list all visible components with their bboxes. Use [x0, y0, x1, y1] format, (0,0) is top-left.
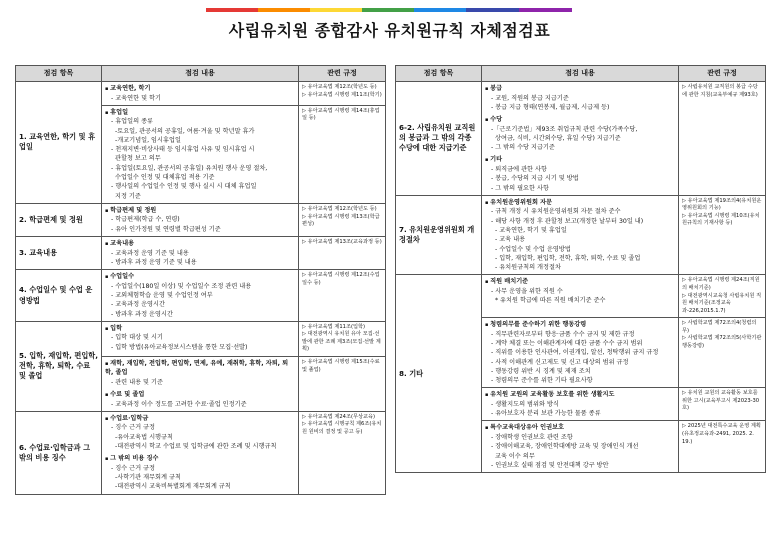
content-line: - 직무관련자로부터 향응·금품 수수 금지 및 제한 규정 [491, 330, 635, 338]
content-line: - 행사일의 수업일수 인정 및 행사 실시 시 대체 휴업일 [111, 183, 257, 191]
law-entry: ▷ 유아교육법 제12조(학년도 등) [302, 84, 382, 92]
law-entry: ▷ 유아교육법 제11조(입학) [302, 324, 382, 332]
related-law [679, 195, 766, 275]
related-law [679, 275, 766, 318]
related-law [299, 411, 386, 494]
check-item: 8. 기타 [396, 275, 482, 473]
law-entry: ▷ 유아교육법 제24조(무상교육) [302, 414, 382, 422]
content-line: -사학기관 재무회계 규칙 [115, 474, 181, 482]
table-row [396, 82, 766, 196]
content-line: - 징수 근거 규정 [111, 424, 155, 432]
content-line: - 교육과정 운영시간 [111, 301, 165, 309]
content-line: - 수업일수(180일 이상) 및 수업일수 조정 관련 내용 [111, 282, 252, 290]
content-line: - 휴업일의 종류 [111, 118, 154, 126]
content-line: - 그 밖의 수당 지급기준 [491, 144, 555, 152]
content-line: - 유치원규칙의 개정절차 [495, 264, 561, 272]
content-line: 교육 이수 의무 [495, 452, 535, 460]
content-heading: ▪ 수업료·입학금 [105, 414, 295, 424]
check-item: 2. 학급편제 및 정원 [16, 203, 102, 236]
content-line: - 사적 이해관계 신고제도 및 신고 대상의 범위 규정 [491, 358, 629, 366]
content-line: - 행동강령 위반 시 징계 및 제재 조치 [491, 367, 591, 375]
content-line: - 직위를 이용한 인사관여, 이권개입, 알선, 청탁행위 금지 규정 [491, 349, 659, 357]
law-entry: ▷ 유아교육법 시행령 제24조(직원의 배치기준) [682, 277, 762, 292]
content-line: - 교육 내용 [495, 236, 526, 244]
law-entry: ▷ 유아교육법 제13조(교육과정 등) [302, 239, 382, 247]
related-law [299, 270, 386, 322]
content-line: - 징수 근거 규정 [111, 464, 155, 472]
check-item: 7. 유치원운영위원회 개정절차 [396, 195, 482, 275]
content-line: 상여금, 식비, 시간외수당, 휴일 수당) 지급기준 [495, 134, 621, 142]
content-heading: ▪ 입학 [105, 324, 295, 334]
content-line: - 청렴의무 준수를 위한 기타 필요사항 [491, 377, 593, 385]
table-row [16, 82, 386, 106]
law-entry: ▷ 유아교육법 제12조(학년도 등) [302, 206, 382, 214]
content-line: -개교기념일, 임시휴업일 [115, 136, 181, 144]
content-line: - 방과후 과정 운영 기준 및 내용 [111, 258, 197, 266]
table-row [16, 411, 386, 494]
content-heading: ▪ 직원 배치기준 [485, 277, 675, 287]
check-item: 5. 입학, 재입학, 편입학, 전학, 휴학, 퇴학, 수료 및 졸업 [16, 321, 102, 411]
check-content [482, 82, 679, 196]
content-line: - 봉급 지급 형태(연봉제, 월급제, 시급제 등) [491, 103, 610, 111]
content-line: - 봉급, 수당의 지급 시기 및 방법 [491, 175, 579, 183]
content-heading: ▪ 교육연한, 학기 [105, 84, 295, 94]
check-content [482, 388, 679, 421]
content-line: -토요일, 관공서의 공휴일, 여름·겨울 및 학년말 휴가 [115, 127, 255, 135]
related-law [299, 237, 386, 270]
related-law [299, 105, 386, 203]
content-heading: ▪ 교육내용 [105, 239, 295, 249]
check-content [102, 270, 299, 322]
content-heading: ▪ 기타 [485, 155, 675, 165]
check-content [482, 195, 679, 275]
content-line: - 교육과정 운영 기준 및 내용 [111, 249, 189, 257]
header-law: 관련 규정 [679, 66, 766, 82]
content-line: -「근로기준법」제93조 취업규칙 관련 수당(가족수당, [491, 125, 638, 133]
content-heading: ▪ 특수교육대상유아 인권보호 [485, 423, 675, 433]
content-line: - 퇴직금에 관한 사항 [491, 165, 547, 173]
content-line: - 해당 사항 개정 후 관할청 보고(개정한 날부터 30일 내) [491, 217, 644, 225]
content-heading: ▪ 수당 [485, 115, 675, 125]
content-line: - 생활지도의 범위와 방식 [491, 400, 559, 408]
check-content [482, 318, 679, 388]
header-item: 점검 항목 [16, 66, 102, 82]
check-item: 1. 교육연한, 학기 및 휴업일 [16, 82, 102, 204]
content-line: 관할청 보고 의무 [115, 155, 161, 163]
title-color-bar [206, 8, 572, 12]
law-entry: ▷ 대전광역시교육청 사립유치원 직원 배치기준(조정교육과-226,2015.1.7) [682, 293, 762, 316]
table-row [396, 195, 766, 275]
table-row [16, 270, 386, 322]
content-line: - 계약 체결 또는 이해관계자에 대한 금품 수수 금지 범위 [491, 339, 643, 347]
content-line: - 천재지변·비상사태 등 임시휴업 사유 및 임시휴업 시 [111, 146, 255, 154]
content-line: - 그 밖의 필요한 사항 [491, 184, 549, 192]
content-line: -대전광역시 학교 수업료 및 입학금에 관한 조례 및 시행규칙 [115, 442, 277, 450]
check-content [102, 411, 299, 494]
content-heading: ▪ 유치원운영위원회 자문 [485, 198, 675, 208]
content-line: - 교육연한, 학기 및 휴업일 [495, 226, 567, 234]
content-line: -유아교육법 시행규칙 [115, 433, 173, 441]
table-row [16, 203, 386, 236]
law-entry: ▷ 유아교육법 제19조의4(유치원운영위원회의 기능) [682, 198, 762, 213]
related-law [679, 82, 766, 196]
content-line: - 방과후 과정 운영시간 [111, 310, 173, 318]
content-line: - 교외체험학습 운영 및 수업인정 여부 [111, 291, 213, 299]
content-line: 수업일수 인정 및 대체휴업 적용 기준 [115, 174, 215, 182]
law-entry: ▷ 대전광역시 유치원 유아 모집·선발에 관한 조례 제3조(모집·선발 계획) [302, 331, 382, 354]
content-heading: ▪ 봉급 [485, 84, 675, 94]
content-heading: ▪ 수료 및 졸업 [105, 390, 295, 400]
check-content [482, 275, 679, 318]
law-entry: ▷ 유아교육법 시행령 제14조(휴업일 등) [302, 108, 382, 123]
header-content: 점검 내용 [482, 66, 679, 82]
law-entry: ▷ 유치원 교원의 교육활동 보호를 위한 고시(교육부고시 제2023-30호) [682, 390, 762, 413]
check-item: 3. 교육내용 [16, 237, 102, 270]
law-entry: ▷ 2025년 대전특수교육 운영 계획(유초정교육과-2491, 2025. 2. 19.) [682, 423, 762, 446]
content-heading: ▪ 그 밖의 비용 징수 [105, 454, 295, 464]
check-item: 6. 수업료·입학금과 그 밖의 비용 징수 [16, 411, 102, 494]
check-item: 4. 수업일수 및 수업 운영방법 [16, 270, 102, 322]
law-entry: ▷ 유아교육법 시행령 제13조(학급편성) [302, 214, 382, 229]
content-line: 지정 기준 [115, 192, 141, 200]
law-entry: ▷ 유아교육법 시행령 제12조(수업일수 등) [302, 272, 382, 287]
law-entry: ▷ 유아교육법 시행규칙 제6조(유치원 원비의 결정 및 공고 등) [302, 421, 382, 436]
content-heading: ▪ 휴업일 [105, 108, 295, 118]
checklist-table-left [15, 65, 386, 495]
content-line: - 학급편제(학급 수, 연령) [111, 216, 180, 224]
table-row [16, 237, 386, 270]
law-entry: ▷ 사립학교법 제72조의5(사학기관 행동강령) [682, 335, 762, 350]
content-line: - 입학, 재입학, 편입학, 전학, 휴학, 퇴학, 수료 및 졸업 [495, 254, 641, 262]
check-content [482, 421, 679, 473]
check-item: 6-2. 사립유치원 교직원의 봉급과 그 밖의 각종수당에 대한 지급기준 [396, 82, 482, 196]
check-content [102, 321, 299, 356]
table-row [16, 321, 386, 356]
content-line: - 교육연한 및 학기 [111, 94, 161, 102]
content-line: * 유치원 학급에 따른 직원 배치기준 준수 [495, 297, 606, 305]
related-law [299, 203, 386, 236]
check-content [102, 237, 299, 270]
content-line: - 수업일수 및 수업 운영방법 [495, 245, 571, 253]
law-entry: ▷ 사립학교법 제72조의4(청렴의무) [682, 320, 762, 335]
content-line: -대전광역시 교육비특별회계 재무회계 규칙 [115, 483, 231, 491]
header-item: 점검 항목 [396, 66, 482, 82]
related-law [299, 82, 386, 106]
related-law [299, 356, 386, 411]
content-heading: ▪ 유치원 교원의 교육활동 보호를 위한 생활지도 [485, 390, 675, 400]
table-row [396, 275, 766, 318]
content-heading: ▪ 재학, 재입학, 전입학, 편입학, 면제, 유예, 재취학, 휴학, 자퇴, 퇴학, 졸업 [105, 359, 295, 378]
content-heading: ▪ 수업일수 [105, 272, 295, 282]
check-content [102, 105, 299, 203]
header-law: 관련 규정 [299, 66, 386, 82]
checklist-table-right [395, 65, 766, 473]
law-entry: ▷ 사립유치원 교직원의 봉급 수당에 관한 지침(교육부예규 제93호) [682, 84, 762, 99]
check-content [102, 356, 299, 411]
law-entry: ▷ 유아교육법 시행령 제11조(학기) [302, 92, 382, 100]
check-content [102, 203, 299, 236]
content-line: - 입학 방법(유아교육정보시스템을 통한 모집·선발) [111, 343, 248, 351]
law-entry: ▷ 유아교육법 시행령 제15조(수료 및 졸업) [302, 359, 382, 374]
content-heading: ▪ 청렴의무를 준수하기 위한 행동강령 [485, 320, 675, 330]
related-law [679, 421, 766, 473]
content-line: - 유아보호자 분리 보관 가능한 물품 종류 [491, 410, 601, 418]
page-title: 사립유치원 종합감사 유치원규칙 자체점검표 [228, 21, 551, 40]
related-law [679, 318, 766, 388]
content-line: - 장애학생 인권보호 관련 조항 [491, 433, 573, 441]
content-line: - 사무 운영을 위한 직원 수 [491, 287, 563, 295]
content-line: - 유아 인가정원 및 연령별 학급편성 기준 [111, 225, 221, 233]
content-line: - 장애이해교육, 장애인학대예방 교육 및 장애인식 개선 [491, 443, 639, 451]
content-line: - 인권보호 실태 점검 및 안전대책 강구 방안 [491, 461, 609, 469]
related-law [679, 388, 766, 421]
content-heading: ▪ 학급편제 및 정원 [105, 206, 295, 216]
check-content [102, 82, 299, 106]
content-line: - 규칙 개정 시 유치원운영위원회 자문 절차 준수 [491, 208, 621, 216]
related-law [299, 321, 386, 356]
content-line: - 교원, 직원의 봉급 지급기준 [491, 94, 569, 102]
content-line: - 관련 내용 및 기준 [111, 378, 163, 386]
content-line: - 휴업일(토요일, 관공서의 공휴일) 유치원 행사 운영 절차, [111, 164, 268, 172]
law-entry: ▷ 유아교육법 시행령 제10조(유치원규칙의 기재사항 등) [682, 213, 762, 228]
header-content: 점검 내용 [102, 66, 299, 82]
content-line: - 입학 대상 및 시기 [111, 334, 163, 342]
content-line: - 교육과정 이수 정도를 고려한 수료·졸업 인정기준 [111, 400, 247, 408]
